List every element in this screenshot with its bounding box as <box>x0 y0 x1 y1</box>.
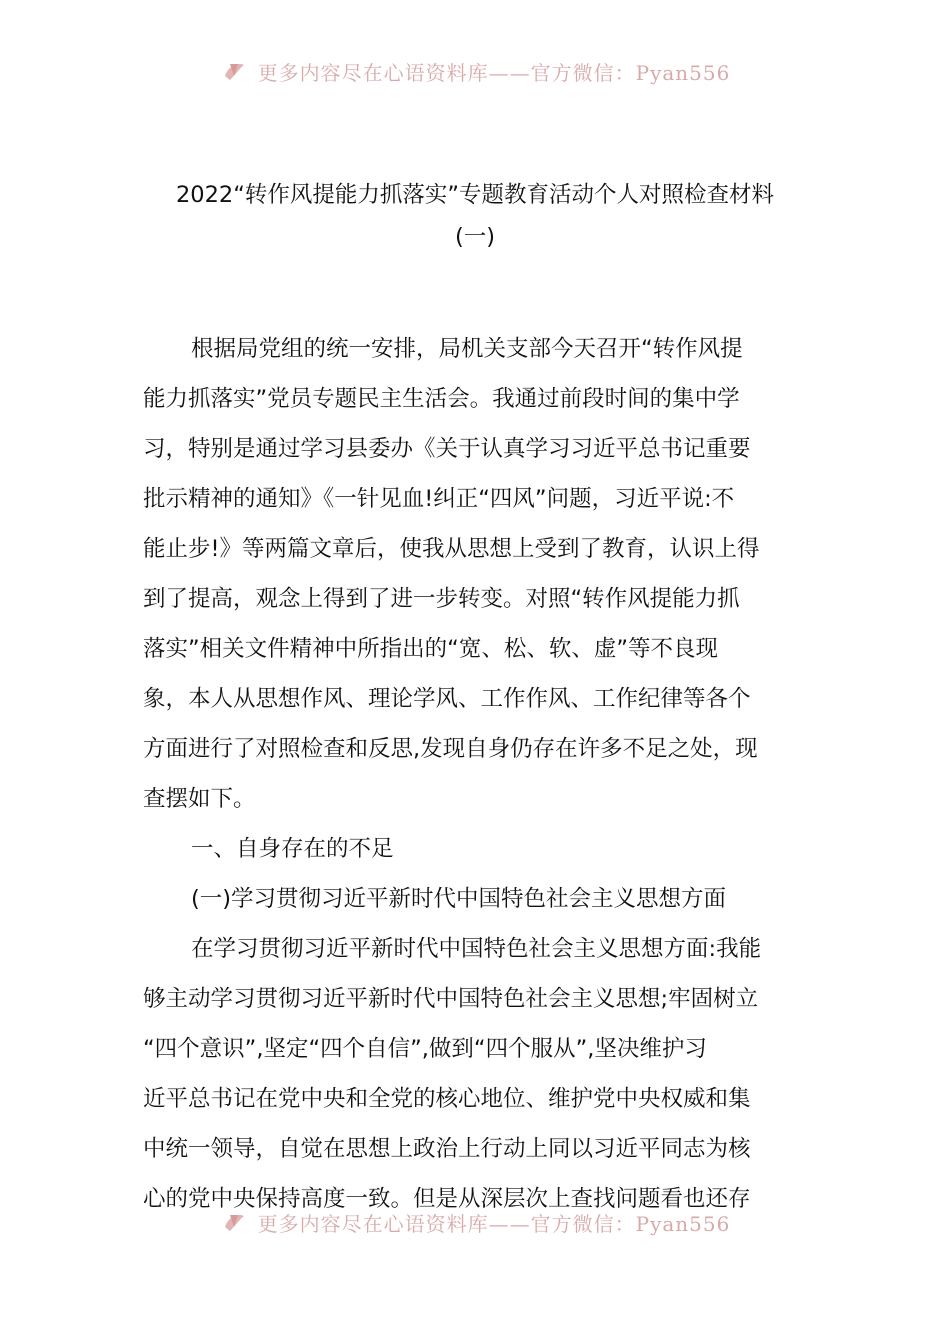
body-line: 近平总书记在党中央和全党的核心地位、维护党中央权威和集 <box>143 1086 751 1112</box>
body-line: “四个意识”,坚定“四个自信”,做到“四个服从”,坚决维护习 <box>143 1036 707 1062</box>
body-line: 到了提高，观念上得到了进一步转变。对照“转作风提能力抓 <box>143 586 740 612</box>
subsection-heading: (一)学习贯彻习近平新时代中国特色社会主义思想方面 <box>191 886 727 912</box>
body-line: 习，特别是通过学习县委办《关于认真学习习近平总书记重要 <box>143 436 751 462</box>
watermark-header <box>0 56 950 86</box>
watermark-footer <box>0 1207 950 1237</box>
section-heading: 一、自身存在的不足 <box>191 836 394 862</box>
body-line: 心的党中央保持高度一致。但是从深层次上查找问题看也还存 <box>143 1186 751 1212</box>
body-line: 能力抓落实”党员专题民主生活会。我通过前段时间的集中学 <box>143 386 740 412</box>
body-line: 查摆如下。 <box>143 786 256 812</box>
watermark-logo-icon <box>220 56 250 86</box>
body-line: 中统一领导，自觉在思想上政治上行动上同以习近平同志为核 <box>143 1136 751 1162</box>
watermark-text: 更多内容尽在心语资料库——官方微信：Pyan556 <box>257 1211 731 1236</box>
body-line: 能止步!》等两篇文章后，使我从思想上受到了教育，认识上得 <box>143 536 760 562</box>
document-title <box>120 174 830 258</box>
body-line: 落实”相关文件精神中所指出的“宽、松、软、虚”等不良现 <box>143 636 718 662</box>
body-line: 够主动学习贯彻习近平新时代中国特色社会主义思想;牢固树立 <box>143 986 759 1012</box>
document-body <box>143 324 811 1224</box>
title-line-2: (一) <box>454 224 496 250</box>
body-line: 批示精神的通知》《一针见血!纠正“四风”问题，习近平说:不 <box>143 486 735 512</box>
body-line: 象，本人从思想作风、理论学风、工作作风、工作纪律等各个 <box>143 686 751 712</box>
title-line-1: 2022“转作风提能力抓落实”专题教育活动个人对照检查材料 <box>175 182 775 208</box>
body-line: 在学习贯彻习近平新时代中国特色社会主义思想方面:我能 <box>191 936 762 962</box>
watermark-logo-icon <box>220 1207 250 1237</box>
watermark-text: 更多内容尽在心语资料库——官方微信：Pyan556 <box>257 60 731 85</box>
body-line: 根据局党组的统一安排，局机关支部今天召开“转作风提 <box>191 336 743 362</box>
body-line: 方面进行了对照检查和反思,发现自身仍存在许多不足之处，现 <box>143 736 758 762</box>
